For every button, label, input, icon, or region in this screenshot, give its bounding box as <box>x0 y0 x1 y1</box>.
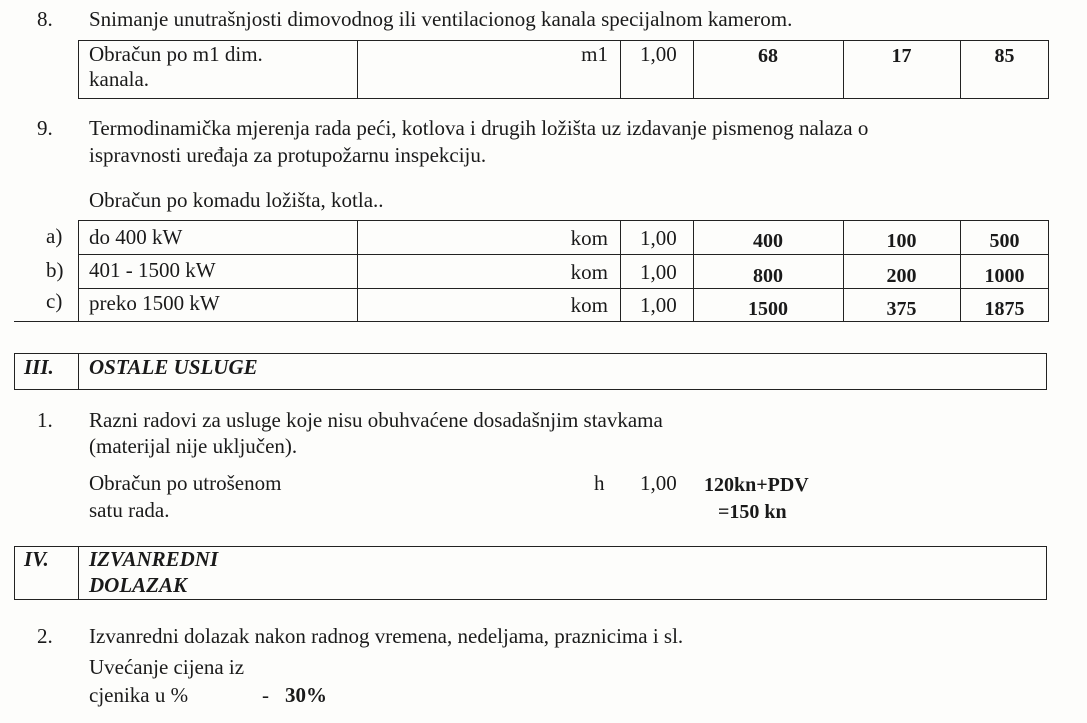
item-9-text-line1: Termodinamička mjerenja rada peći, kotlova i drugih ložišta uz izdavanje pismenog nalaza o <box>89 116 869 140</box>
row-b-desc: 401 - 1500 kW <box>89 258 216 282</box>
row-a-total: 500 <box>989 230 1020 252</box>
section-4-title-line1: IZVANREDNI <box>89 547 219 571</box>
row-b-qty: 1,00 <box>640 260 677 284</box>
section-4-dash: - <box>262 683 269 707</box>
row-c-qty: 1,00 <box>640 293 677 317</box>
row-c-letter: c) <box>46 289 63 313</box>
section-3-item-text-line1: Razni radovi za usluge koje nisu obuhvaćene dosadašnjim stavkama <box>89 408 663 432</box>
section-4-desc-line1: Uvećanje cijena iz <box>89 655 245 679</box>
section-4-percent: 30% <box>285 683 327 707</box>
row-c-tax: 375 <box>886 298 917 320</box>
item-9-number: 9. <box>37 116 53 140</box>
section-3-price-line1: 120kn+PDV <box>704 474 809 496</box>
item-8-desc-line1: Obračun po m1 dim. <box>89 42 263 66</box>
section-3-unit: h <box>594 471 605 495</box>
item-8-qty: 1,00 <box>640 42 677 66</box>
row-c-desc: preko 1500 kW <box>89 291 220 315</box>
item-8-text: Snimanje unutrašnjosti dimovodnog ili ventilacionog kanala specijalnom kamerom. <box>89 7 793 31</box>
row-a-tax: 100 <box>886 230 917 252</box>
section-4-roman: IV. <box>24 547 49 571</box>
row-b-price: 800 <box>753 265 783 287</box>
section-3-item-number: 1. <box>37 408 53 432</box>
section-3-item-text-line2: (materijal nije uključen). <box>89 434 298 458</box>
section-3-desc-line2: satu rada. <box>89 498 170 522</box>
section-3-qty: 1,00 <box>640 471 677 495</box>
row-b-tax: 200 <box>886 265 917 287</box>
row-a-qty: 1,00 <box>640 226 677 250</box>
row-b-unit: kom <box>570 260 608 284</box>
section-3-roman: III. <box>24 355 54 379</box>
item-8-price: 68 <box>758 45 778 67</box>
row-c-unit: kom <box>570 293 608 317</box>
row-b-letter: b) <box>46 258 64 282</box>
row-a-unit: kom <box>570 226 608 250</box>
section-4-item-text: Izvanredni dolazak nakon radnog vremena, nedeljama, praznicima i sl. <box>89 624 684 648</box>
row-c-total: 1875 <box>984 298 1025 320</box>
row-c-price: 1500 <box>748 298 788 320</box>
section-4-item-number: 2. <box>37 624 53 648</box>
item-9-subtitle: Obračun po komadu ložišta, kotla.. <box>89 188 384 212</box>
row-a-letter: a) <box>46 224 63 248</box>
section-3-title: OSTALE USLUGE <box>89 355 258 379</box>
row-b-total: 1000 <box>984 265 1025 287</box>
section-3-desc-line1: Obračun po utrošenom <box>89 471 282 495</box>
row-a-desc: do 400 kW <box>89 225 183 249</box>
item-8-total: 85 <box>994 45 1015 67</box>
section-4-desc-line2: cjenika u % <box>89 683 189 707</box>
item-9-text-line2: ispravnosti uređaja za protupožarnu inspekciju. <box>89 143 487 167</box>
item-8-desc-line2: kanala. <box>89 67 150 91</box>
item-8-number: 8. <box>37 7 53 31</box>
section-3-price-line2: =150 kn <box>718 501 787 523</box>
row-a-price: 400 <box>753 230 783 252</box>
item-8-tax: 17 <box>891 45 912 67</box>
item-8-unit: m1 <box>581 42 608 66</box>
section-4-title-line2: DOLAZAK <box>89 573 188 597</box>
